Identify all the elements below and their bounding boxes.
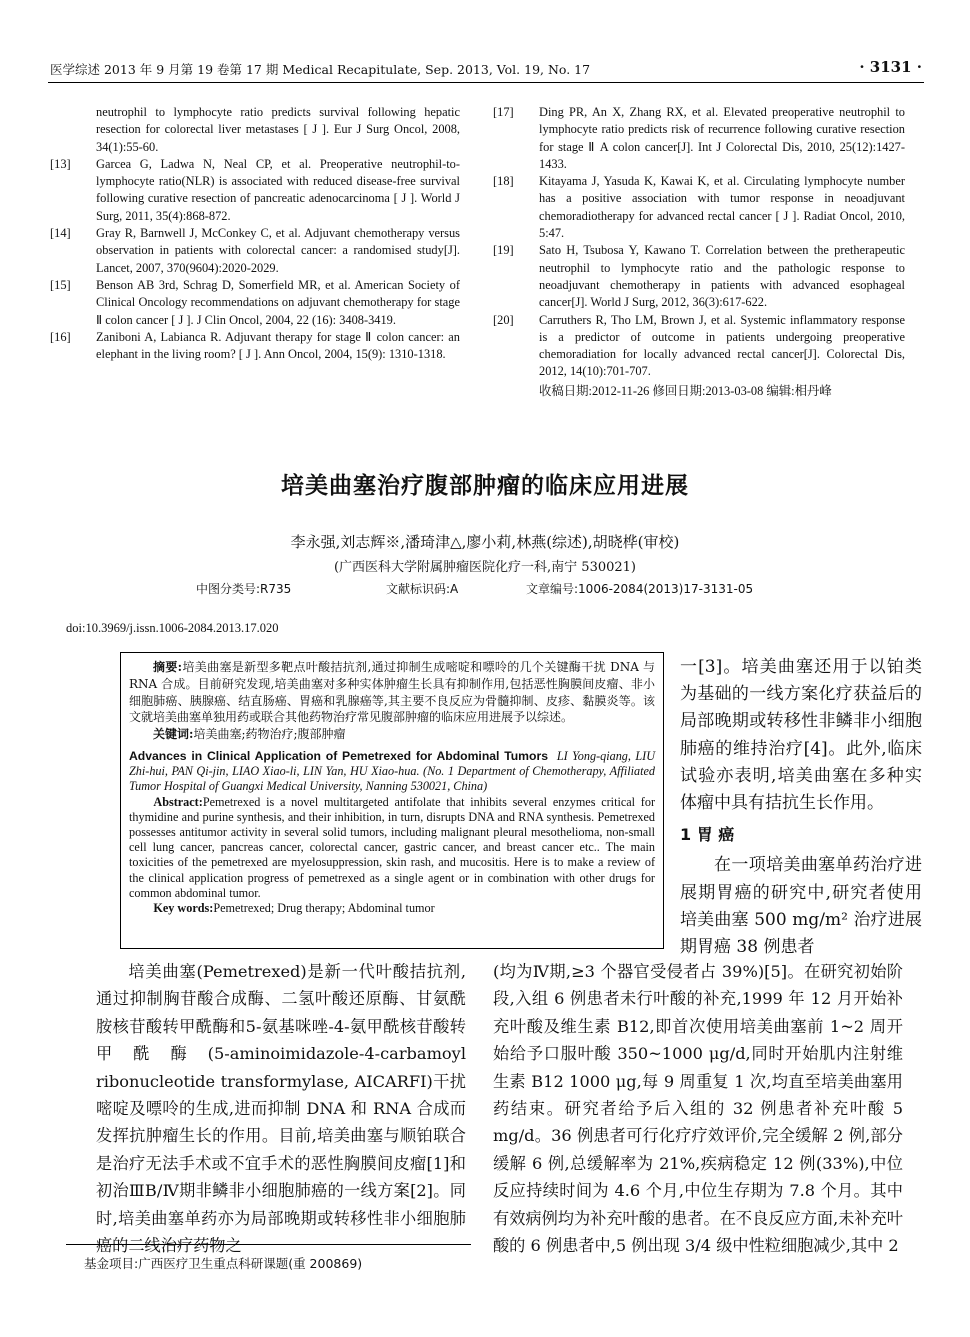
clc-number: 中图分类号:R735 [196,582,292,596]
reference-20: [20] Carruthers R, Tho LM, Brown J, et al. Systemic inflammatory response is a predictor of outcome in patients undergoing preoperative chemoradiation for locally advanced rectal cancer[J]. Colorectal Dis, 2012, 14(10):701-707. [493,312,905,379]
abstract-en-heading: Advances in Clinical Application of Pemetrexed for Abdominal Tumors LI Yong-qiang, LIU Zhi-hui, PAN Qi-jin, LIAO Xiao-li, LIN Yan, HU Xiao-hua. (No. 1 Department of Chemotherapy, Affiliated Tumor Hospital of Guangxi Medical University, Nanning 530021, China) [129,748,656,794]
reference-18: [18] Kitayama J, Yasuda K, Kawai K, et al. Circulating lymphocyte number has a positive association with tumor response in neoadjuvant chemoradiotherapy for advanced rectal cancer [ J ]. Radiat Oncol, 2010, 5:47. [493,174,905,241]
body-right-column [493,958,903,1259]
doi: doi:10.3969/j.issn.1006-2084.2013.17.020 [66,621,279,635]
intro-paragraph: 培美曲塞(Pemetrexed)是新一代叶酸拮抗剂,通过抑制胸苷酸合成酶、二氢叶酸还原酶、甘氨酰胺核苷酸转甲酰酶和5-氨基咪唑-4-氨甲酰核苷酸转甲酰酶(5-aminoimidazole-4-carbamoyl ribonucleotide transformylase, AICARFI)干扰嘧啶及嘌呤的生成,进而抑制 DNA 和 RNA 合成而发挥抗肿瘤生长的作用。目前,培美曲塞与顺铂联合是治疗无法手术或不宜手术的恶性胸膜间皮瘤[1]和初治ⅢB/Ⅳ期非鳞非小细胞肺癌的一线方案[2]。同时,培美曲塞单药亦为局部晚期或转移性非小细胞肺癌的二线治疗药物之 [96,962,466,1256]
header-rule [48,82,924,83]
reference-19: [19] Sato H, Tsubosa Y, Kawano T. Correlation between the pretherapeutic neutrophil to lymphocyte ratio and the pathologic response to neoadjuvant chemotherapy in patients with advanced esophageal cancer[J]. World J Surg, 2012, 36(3):617-622. [493,243,905,310]
page-number: · 3131 · [859,58,922,76]
keywords-zh: 关键词:培美曲塞;药物治疗;腹部肿瘤 [153,727,346,742]
article-authors: 李永强,刘志辉※,潘琦津△,廖小莉,林燕(综述),胡晓桦(审校) [290,533,680,551]
reference-continued: neutrophil to lymphocyte ratio predicts survival following hepatic resection for colorectal liver metastases [ J ]. Eur J Surg Oncol, 2008, 34(1):55-60. [96,105,460,154]
abstract-en: Abstract:Pemetrexed is a novel multitargeted antifolate that inhibits several enzymes critical for thymidine and purine synthesis, and their inhibition, in turn, disrupts DNA and RNA synthesis. Pemetrexed possesses antitumor activity in several solid tumors, including malignant pleural mesothelioma, non-small cell lung cancer, pancreas cancer, colorectal cancer, gastric cancer, and breast cancer etc.. The main toxicities of the pemetrexed are myelosuppression, skin rash, and mucositis. Here is to make a review of the clinical application progress of pemetrexed as a single agent or in combination with other drugs for common abdominal tumor. [129,794,655,900]
reference-15: [15] Benson AB 3rd, Schrag D, Somerfield MR, et al. American Society of Clinical Oncology recommendations on adjuvant chemotherapy for stage Ⅱ colon cancer [ J ]. J Clin Oncol, 2004, 22 (16): 3408-3419. [50,277,460,327]
running-header: 医学综述 2013 年 9 月第 19 卷第 17 期 Medical Recapitulate, Sep. 2013, Vol. 19, No. 17 [50,62,591,77]
section1-paragraph: 在一项培美曲塞单药治疗进展期胃癌的研究中,研究者使用培美曲塞 500 mg/m² 治疗进展期胃癌 38 例患者 [680,855,922,958]
body-left-column [96,958,466,1259]
reference-13: [13] Garcea G, Ladwa N, Neal CP, et al. Preoperative neutrophil-to-lymphocyte ratio(NLR) is associated with reduced disease-free survival following curative resection of pancreatic adenocarcinoma [ J ]. World J Surg, 2011, 35(4):868-872. [50,156,460,223]
references-right [493,104,905,400]
article-affiliation: (广西医科大学附属肿瘤医院化疗一科,南宁 530021) [333,560,637,575]
section1-continued: (均为Ⅳ期,≥3 个器官受侵者占 39%)[5]。在研究初始阶段,入组 6 例患者未行叶酸的补充,1999 年 12 月开始补充叶酸及维生素 B12,即首次使用培美曲塞前 1~2 周开始给予口服叶酸 350~1000 μg/d,同时开始肌内注射维生素 B12 1000 μg,每 9 周重复 1 次,均直至培美曲塞用药结束。研究者给予后入组的 32 例患者补充叶酸 5 mg/d。36 例患者可行化疗疗效评价,完全缓解 2 例,部分缓解 6 例,总缓解率为 21%,疾病稳定 12 例(33%),中位反应持续时间为 4.6 个月,中位生存期为 7.8 个月。其中有效病例均为补充叶酸的患者。在不良反应方面,未补充叶酸的 6 例患者中,5 例出现 3/4 级中性粒细胞减少,其中 2 [493,962,903,1256]
abstract-box [120,652,664,949]
body-right-upper [680,654,922,961]
keywords-en: Key words:Pemetrexed; Drug therapy; Abdominal tumor [153,901,435,916]
references-left [50,104,460,363]
article-title: 培美曲塞治疗腹部肿瘤的临床应用进展 [281,473,689,499]
reference-14: [14] Gray R, Barnwell J, McConkey C, et al. Adjuvant chemotherapy versus observation in patients with colorectal cancer: a randomised study[J]. Lancet, 2007, 370(9604):2020-2029. [50,226,460,275]
abstract-zh: 摘要:培美曲塞是新型多靶点叶酸拮抗剂,通过抑制生成嘧啶和嘌呤的几个关键酶干扰 DNA 与 RNA 合成。目前研究发现,培美曲塞对多种实体肿瘤生长具有抑制作用,包括恶性胸膜间皮瘤、非小细胞肺癌、胰腺癌、结直肠癌、胃癌和乳腺癌等,其主要不良反应为骨髓抑制、皮疹、黏膜炎等。该文就培美曲塞单独用药或联合其他药物治疗常见腹部肿瘤的临床应用进展予以综述。 [129,660,656,725]
article-number: 文章编号:1006-2084(2013)17-3131-05 [526,582,754,596]
footnote-rule [66,1244,471,1245]
paragraph-continued: 一[3]。培美曲塞还用于以铂类为基础的一线方案化疗获益后的局部晚期或转移性非鳞非小细胞肺癌的维持治疗[4]。此外,临床试验亦表明,培美曲塞在多种实体瘤中具有拮抗生长作用。 [680,657,922,814]
document-code: 文献标识码:A [386,582,459,596]
received-dates: 收稿日期:2012-11-26 修回日期:2013-03-08 编辑:相丹峰 [539,383,832,398]
reference-17: [17] Ding PR, An X, Zhang RX, et al. Elevated preoperative neutrophil to lymphocyte ratio predicts risk of recurrence following curative resection for stage Ⅱ A colon cancer[J]. Int J Colorectal Dis, 2010, 25(12):1427-1433. [493,105,905,171]
reference-16: [16] Zaniboni A, Labianca R. Adjuvant therapy for stage Ⅱ colon cancer: an elephant in the living room? [ J ]. Ann Oncol, 2004, 15(9): 1310-1318. [50,329,460,362]
funding-footnote: 基金项目:广西医疗卫生重点科研课题(重 200869) [84,1256,363,1271]
section-heading-1: 1 胃 癌 [680,825,735,845]
